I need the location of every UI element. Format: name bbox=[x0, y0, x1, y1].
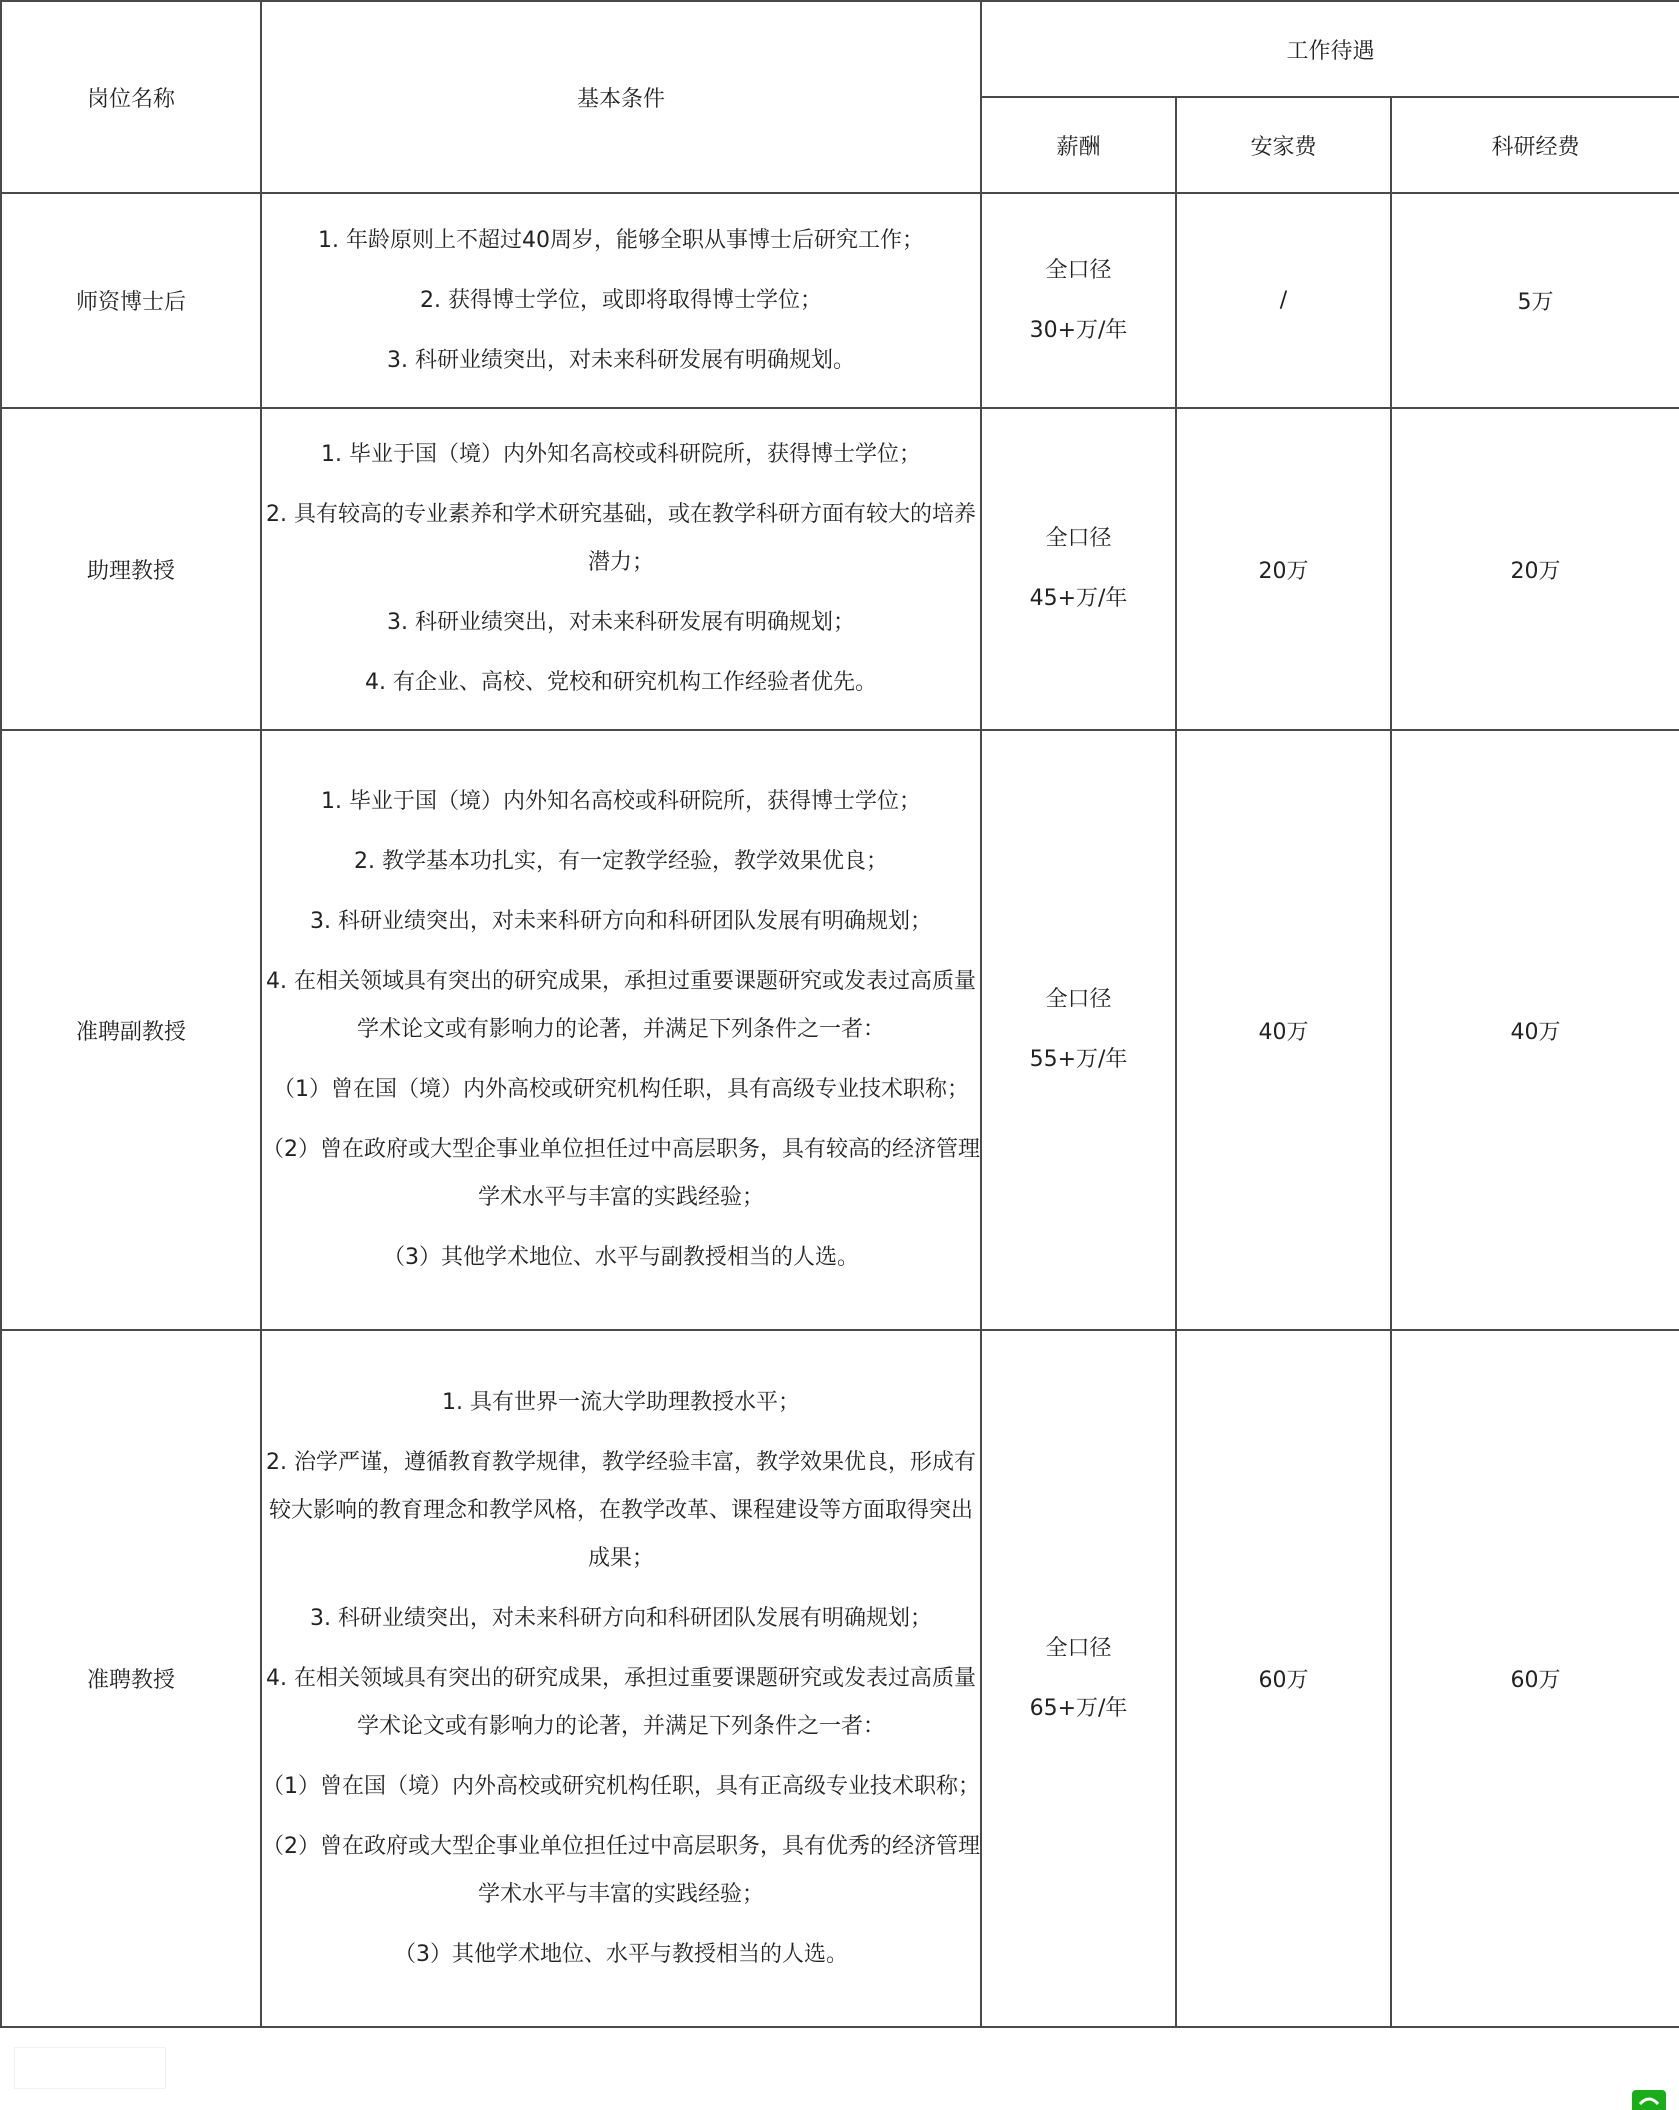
research-fund: 40万 bbox=[1391, 730, 1679, 1330]
table-row bbox=[1, 408, 1679, 730]
conditions-cell bbox=[261, 1330, 981, 2027]
header-research: 科研经费 bbox=[1391, 97, 1679, 193]
footer-placeholder bbox=[14, 2047, 166, 2089]
condition-item: 2. 治学严谨，遵循教育教学规律，教学经验丰富，教学效果优良，形成有较大影响的教育理念和教学风格，在教学改革、课程建设等方面取得突出成果； bbox=[266, 1449, 976, 1571]
salary-cell bbox=[981, 408, 1176, 730]
salary-label: 全口径 bbox=[1045, 526, 1112, 551]
header-treatment: 工作待遇 bbox=[981, 1, 1679, 97]
salary-value: 55+万/年 bbox=[1029, 1047, 1128, 1072]
position-name: 准聘副教授 bbox=[1, 730, 261, 1330]
condition-item: 1. 年龄原则上不超过40周岁，能够全职从事博士后研究工作； bbox=[318, 227, 924, 253]
table-row bbox=[1, 193, 1679, 408]
research-fund: 60万 bbox=[1391, 1330, 1679, 2027]
settling-fee: 60万 bbox=[1176, 1330, 1391, 2027]
header-row-top bbox=[1, 1, 1679, 97]
condition-subitem: （1）曾在国（境）内外高校或研究机构任职，具有正高级专业技术职称； bbox=[262, 1773, 980, 1799]
header-salary: 薪酬 bbox=[981, 97, 1176, 193]
conditions-cell bbox=[261, 408, 981, 730]
salary-label: 全口径 bbox=[1045, 257, 1112, 283]
condition-item: 2. 具有较高的专业素养和学术研究基础，或在教学科研方面有较大的培养潜力； bbox=[266, 502, 976, 575]
salary-cell bbox=[981, 730, 1176, 1330]
condition-item: 3. 科研业绩突出，对未来科研方向和科研团队发展有明确规划； bbox=[310, 909, 932, 934]
condition-item: 1. 毕业于国（境）内外知名高校或科研院所，获得博士学位； bbox=[321, 789, 921, 814]
settling-fee: / bbox=[1176, 193, 1391, 408]
header-position: 岗位名称 bbox=[1, 1, 261, 193]
condition-subitem: （3）其他学术地位、水平与副教授相当的人选。 bbox=[383, 1245, 859, 1270]
condition-item: 4. 在相关领域具有突出的研究成果，承担过重要课题研究或发表过高质量学术论文或有影响力的论著，并满足下列条件之一者： bbox=[266, 969, 976, 1042]
salary-label: 全口径 bbox=[1045, 987, 1112, 1012]
condition-item: 3. 科研业绩突出，对未来科研方向和科研团队发展有明确规划； bbox=[310, 1605, 932, 1631]
table-row bbox=[1, 1330, 1679, 2027]
condition-item: 3. 科研业绩突出，对未来科研发展有明确规划； bbox=[387, 610, 855, 635]
condition-subitem: （3）其他学术地位、水平与教授相当的人选。 bbox=[394, 1941, 848, 1967]
salary-cell bbox=[981, 1330, 1176, 2027]
condition-item: 1. 具有世界一流大学助理教授水平； bbox=[442, 1389, 800, 1415]
salary-value: 45+万/年 bbox=[1029, 586, 1128, 611]
salary-cell bbox=[981, 193, 1176, 408]
condition-item: 2. 获得博士学位，或即将取得博士学位； bbox=[420, 287, 822, 313]
salary-value: 30+万/年 bbox=[1029, 317, 1128, 343]
condition-item: 2. 教学基本功扎实，有一定教学经验，教学效果优良； bbox=[354, 849, 888, 874]
condition-subitem: （1）曾在国（境）内外高校或研究机构任职，具有高级专业技术职称； bbox=[273, 1077, 969, 1102]
condition-subitem: （2）曾在政府或大型企事业单位担任过中高层职务，具有优秀的经济管理学术水平与丰富的实践经验； bbox=[262, 1833, 980, 1907]
header-conditions: 基本条件 bbox=[261, 1, 981, 193]
settling-fee: 40万 bbox=[1176, 730, 1391, 1330]
research-fund: 5万 bbox=[1391, 193, 1679, 408]
condition-item: 1. 毕业于国（境）内外知名高校或科研院所，获得博士学位； bbox=[321, 442, 921, 467]
salary-value: 65+万/年 bbox=[1029, 1695, 1128, 1721]
condition-subitem: （2）曾在政府或大型企事业单位担任过中高层职务，具有较高的经济管理学术水平与丰富的实践经验； bbox=[262, 1137, 980, 1210]
position-name: 助理教授 bbox=[1, 408, 261, 730]
table-row bbox=[1, 730, 1679, 1330]
conditions-cell bbox=[261, 193, 981, 408]
conditions-cell bbox=[261, 730, 981, 1330]
salary-label: 全口径 bbox=[1045, 1635, 1112, 1661]
app-logo-glyph bbox=[1632, 2090, 1666, 2110]
settling-fee: 20万 bbox=[1176, 408, 1391, 730]
app-logo-icon[interactable] bbox=[1632, 2090, 1666, 2110]
position-name: 师资博士后 bbox=[1, 193, 261, 408]
condition-item: 3. 科研业绩突出，对未来科研发展有明确规划。 bbox=[387, 347, 855, 373]
position-name: 准聘教授 bbox=[1, 1330, 261, 2027]
condition-item: 4. 在相关领域具有突出的研究成果，承担过重要课题研究或发表过高质量学术论文或有影响力的论著，并满足下列条件之一者： bbox=[266, 1665, 976, 1739]
condition-item: 4. 有企业、高校、党校和研究机构工作经验者优先。 bbox=[365, 670, 877, 695]
research-fund: 20万 bbox=[1391, 408, 1679, 730]
header-settling: 安家费 bbox=[1176, 97, 1391, 193]
